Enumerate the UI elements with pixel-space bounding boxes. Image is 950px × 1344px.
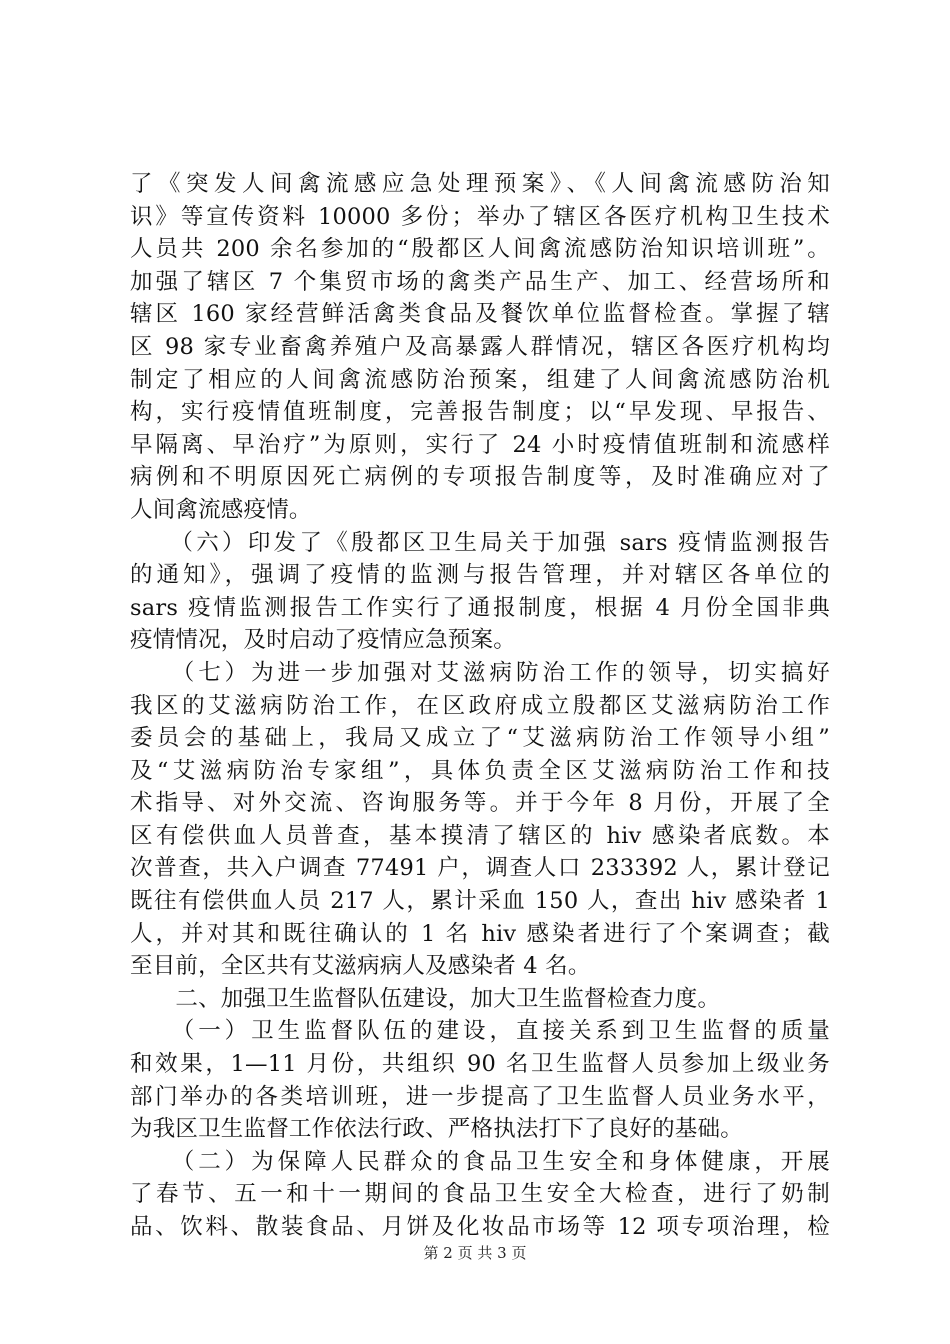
text-line: 委员会的基础上，我局又成立了“艾滋病防治工作领导小组” — [130, 725, 830, 752]
text-line: 加强了辖区 7 个集贸市场的禽类产品生产、加工、经营场所和 — [130, 268, 830, 295]
text-line: 辖区 160 家经营鲜活禽类食品及餐饮单位监督检查。掌握了辖 — [130, 301, 830, 328]
text-line: 和效果，1—11 月份，共组织 90 名卫生监督人员参加上级业务 — [130, 1051, 830, 1078]
text-line: 早隔离、早治疗”为原则，实行了 24 小时疫情值班制和流感样 — [130, 431, 830, 458]
text-line: 我区的艾滋病防治工作，在区政府成立殷都区艾滋病防治工作 — [130, 692, 830, 719]
text-line: （七）为进一步加强对艾滋病防治工作的领导，切实搞好 — [130, 659, 830, 686]
text-line: （二）为保障人民群众的食品卫生安全和身体健康，开展 — [130, 1148, 830, 1175]
text-line: 区 98 家专业畜禽养殖户及高暴露人群情况，辖区各医疗机构均 — [130, 333, 830, 360]
text-line: 为我区卫生监督工作依法行政、严格执法打下了良好的基础。 — [130, 1116, 743, 1143]
text-line: 人员共 200 余名参加的“殷都区人间禽流感防治知识培训班”。 — [130, 236, 830, 263]
text-line: 了《突发人间禽流感应急处理预案》、《人间禽流感防治知 — [130, 171, 830, 197]
text-line: 疫情情况，及时启动了疫情应急预案。 — [130, 627, 516, 654]
text-line: sars 疫情监测报告工作实行了通报制度，根据 4 月份全国非典 — [130, 594, 830, 621]
text-line: 病例和不明原因死亡病例的专项报告制度等，及时准确应对了 — [130, 464, 830, 491]
text-line: 术指导、对外交流、咨询服务等。并于今年 8 月份，开展了全 — [130, 790, 830, 817]
page-footer: 第 2 页 共 3 页 — [423, 1244, 527, 1262]
text-line: 及“艾滋病防治专家组”，具体负责全区艾滋病防治工作和技 — [130, 757, 830, 784]
text-line: 至目前，全区共有艾滋病病人及感染者 4 名。 — [130, 953, 591, 980]
text-line: 区有偿供血人员普查，基本摸清了辖区的 hiv 感染者底数。本 — [130, 822, 830, 849]
text-line: （一）卫生监督队伍的建设，直接关系到卫生监督的质量 — [130, 1018, 830, 1045]
text-line: 构，实行疫情值班制度，完善报告制度；以“早发现、早报告、 — [130, 399, 830, 426]
text-line: 人，并对其和既往确认的 1 名 hiv 感染者进行了个案调查；截 — [130, 920, 830, 947]
text-line: 品、饮料、散装食品、月饼及化妆品市场等 12 项专项治理，检 — [130, 1214, 830, 1240]
text-line: 的通知》，强调了疫情的监测与报告管理，并对辖区各单位的 — [130, 562, 830, 589]
text-line: 识》等宣传资料 10000 多份；举办了辖区各医疗机构卫生技术 — [130, 203, 830, 230]
text-line: 既往有偿供血人员 217 人，累计采血 150 人，查出 hiv 感染者 1 — [130, 888, 830, 915]
text-line: （六）印发了《殷都区卫生局关于加强 sars 疫情监测报告 — [130, 529, 830, 556]
text-line: 制定了相应的人间禽流感防治预案，组建了人间禽流感防治机 — [130, 366, 830, 393]
text-line: 次普查，共入户调查 77491 户，调查人口 233392 人，累计登记 — [130, 855, 830, 882]
document-body — [130, 168, 830, 1244]
text-line: 部门举办的各类培训班，进一步提高了卫生监督人员业务水平， — [130, 1083, 830, 1110]
text-line: 二、加强卫生监督队伍建设，加大卫生监督检查力度。 — [130, 985, 721, 1012]
text-line: 了春节、五一和十一期间的食品卫生安全大检查，进行了奶制 — [130, 1181, 830, 1208]
text-line: 人间禽流感疫情。 — [130, 496, 312, 523]
